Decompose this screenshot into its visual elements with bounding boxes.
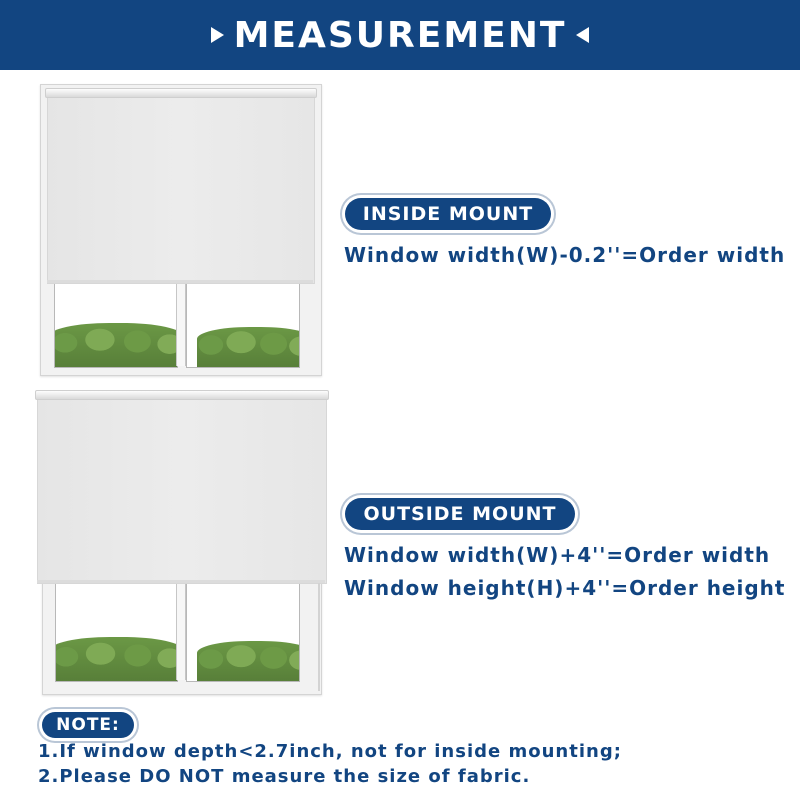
roller-shade [47,92,315,284]
note-item-2: 2.Please DO NOT measure the size of fabric. [38,766,531,787]
note-label: NOTE: [42,712,134,738]
tree-view [197,641,300,681]
tree-view [197,327,300,367]
outside-mount-height-formula: Window height(H)+4''=Order height [344,576,786,600]
outside-mount-label: OUTSIDE MOUNT [345,498,575,530]
inside-mount-label: INSIDE MOUNT [345,198,551,230]
inside-mount-formula: Window width(W)-0.2''=Order width [344,243,786,267]
tree-view [54,323,178,367]
page-title: MEASUREMENT [233,14,567,56]
pull-cord [318,583,320,691]
roller-shade [37,394,327,584]
header-banner [0,0,800,70]
triangle-left-icon [576,27,589,43]
shade-roller [35,390,329,400]
tree-view [55,637,178,681]
triangle-right-icon [211,27,224,43]
shade-roller [45,88,317,98]
outside-mount-width-formula: Window width(W)+4''=Order width [344,543,771,567]
bottom-rail [47,280,313,283]
note-item-1: 1.If window depth<2.7inch, not for inside mounting; [38,741,622,762]
bottom-rail [37,580,325,583]
